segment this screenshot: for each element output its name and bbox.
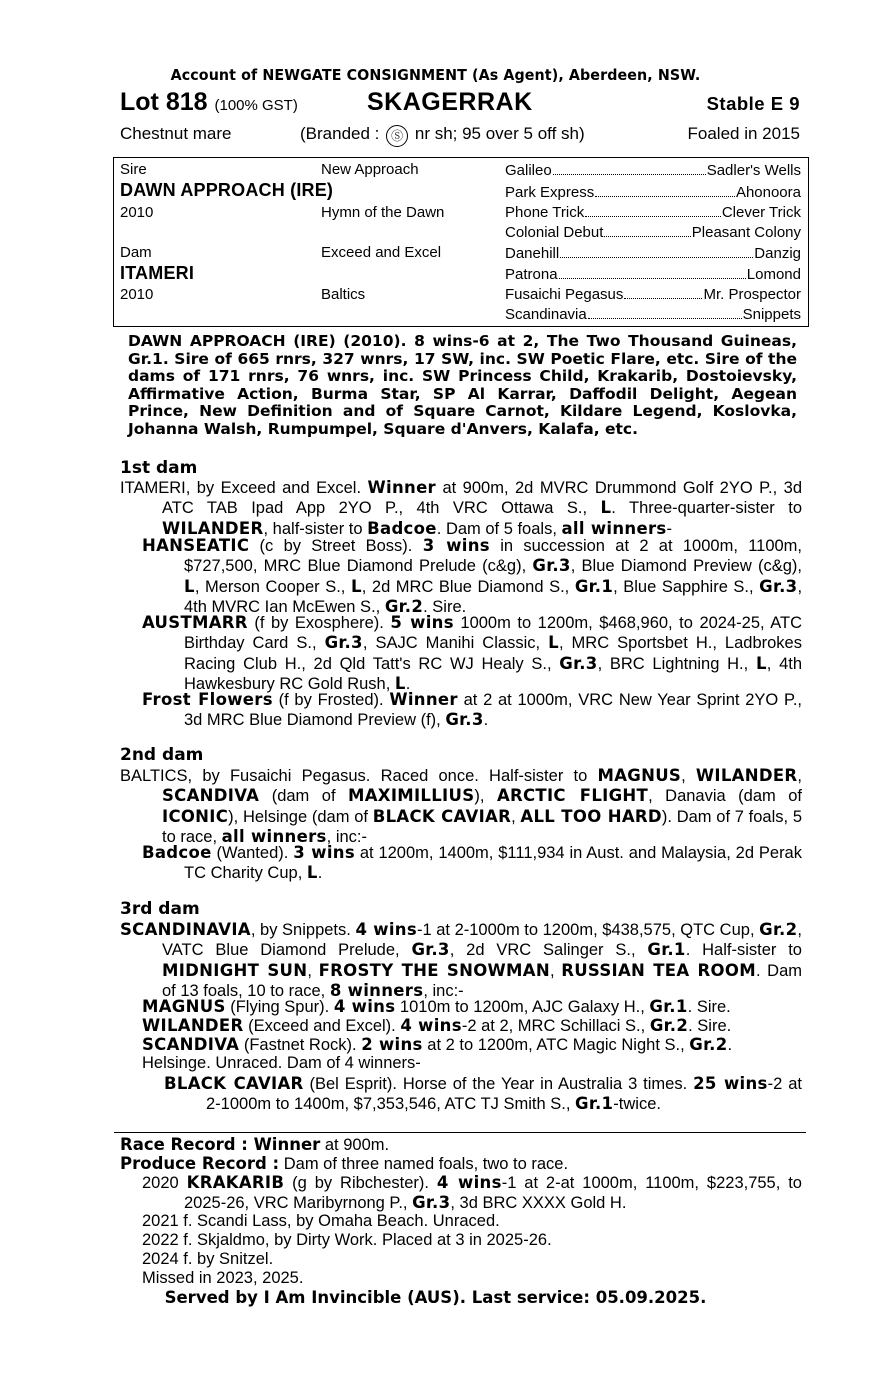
produce-entry: 2024 f. by Snitzel.: [142, 1250, 274, 1268]
grandparent-row: Scandinavia Snippets: [505, 306, 801, 323]
produce-entry: 2020 KRAKARIB (g by Ribchester). 4 wins-1 at 2-at 1000m, 1100m, $223,755, to 2025-26, VRC Maribyrnong P., Gr.3, 3d BRC XXXX Gold H.: [142, 1173, 802, 1213]
sire-sire: New Approach: [321, 161, 419, 178]
sire-summary: DAWN APPROACH (IRE) (2010). 8 wins-6 at 2, The Two Thousand Guineas, Gr.1. Sire of 665 rnrs, 327 wnrs, 17 SW, inc. SW Poetic Flare, etc. Sire of the dams of 171 rnrs, 76 wnrs, inc. SW Princess Child, Krakarib, Dostoievsky, Affirmative Action, Burma Star, SP Al Karrar, Daffodil Delight, Aegean Prince, New Definition and of Square Carnot, Kildare Legend, Koslovka, Johanna Walsh, Rumpumpel, Square d'Anvers, Kalafa, etc.: [128, 332, 797, 438]
produce-entry: Missed in 2023, 2025.: [142, 1269, 304, 1287]
lot-label: Lot 818: [120, 88, 208, 116]
grandparent-row: Danehill Danzig: [505, 245, 801, 262]
third-dam-heading: 3rd dam: [120, 899, 200, 919]
third-dam-entry: SCANDINAVIA, by Snippets. 4 wins-1 at 2-1000m to 1200m, $438,575, QTC Cup, Gr.2, VATC Blue Diamond Prelude, Gr.3, 2d VRC Salinger S., Gr.1. Half-sister to MIDNIGHT SUN, FROSTY THE SNOWMAN, RUSSIAN TEA ROOM. Dam of 13 foals, 10 to race, 8 winners, inc:-: [120, 920, 803, 1000]
vendor-account: Account of NEWGATE CONSIGNMENT (As Agent), Aberdeen, NSW.: [170, 66, 701, 84]
first-dam-entry: ITAMERI, by Exceed and Excel. Winner at 900m, 2d MVRC Drummond Golf 2YO P., 3d ATC TAB Ipad App 2YO P., 4th VRC Ottawa S., L. Three-quarter-sister to WILANDER, half-sister to Badcoe. Dam of 5 foals, all winners-: [120, 478, 802, 538]
dam-dam: Baltics: [321, 286, 366, 303]
produce-record: Produce Record : Dam of three named foals, two to race.: [120, 1154, 569, 1173]
progeny-entry: BLACK CAVIAR (Bel Esprit). Horse of the Year in Australia 3 times. 25 wins-2 at 2-1000m to 1400m, $7,353,546, ATC TJ Smith S., Gr.1-twice.: [164, 1074, 802, 1114]
served-note: Served by I Am Invincible (AUS). Last service: 05.09.2025.: [164, 1288, 707, 1307]
produce-entry: 2021 f. Scandi Lass, by Omaha Beach. Unraced.: [142, 1212, 500, 1230]
progeny-entry: AUSTMARR (f by Exosphere). 5 wins 1000m to 1200m, $468,960, to 2024-25, ATC Birthday Card S., Gr.3, SAJC Manihi Classic, L, MRC Sportsbet H., Ladbrokes Racing Club H., 2d Qld Tatt's RC WJ Healy S., Gr.3, BRC Lightning H., L, 4th Hawkesbury RC Gold Rush, L.: [142, 613, 803, 693]
progeny-entry: MAGNUS (Flying Spur). 4 wins 1010m to 1200m, AJC Galaxy H., Gr.1. Sire.: [142, 997, 731, 1016]
colour-sex: Chestnut mare: [120, 124, 232, 143]
section-divider: [114, 1132, 806, 1133]
first-dam-heading: 1st dam: [120, 458, 198, 478]
gst-note: (100% GST): [214, 97, 298, 114]
grandparent-row: Colonial Debut Pleasant Colony: [505, 224, 801, 241]
progeny-entry: Helsinge. Unraced. Dam of 4 winners-: [142, 1054, 421, 1072]
pedigree-table: [113, 157, 809, 327]
progeny-entry: HANSEATIC (c by Street Boss). 3 wins in succession at 2 at 1000m, 1100m, $727,500, MRC Blue Diamond Prelude (c&g), Gr.3, Blue Diamond Preview (c&g), L, Merson Cooper S., L, 2d MRC Blue Diamond S., Gr.1, Blue Sapphire S., Gr.3, 4th MVRC Ian McEwen S., Gr.2. Sire.: [142, 536, 803, 616]
grandparent-row: Fusaichi Pegasus Mr. Prospector: [505, 286, 801, 303]
dam-sire: Exceed and Excel: [321, 244, 442, 261]
grandparent-row: Phone Trick Clever Trick: [505, 204, 801, 221]
brand-icon: Ⓢ: [386, 125, 408, 147]
grandparent-row: Patrona Lomond: [505, 266, 801, 283]
sire-year: 2010: [120, 204, 154, 221]
dam-label: Dam: [120, 244, 152, 261]
brand-description: (Branded : Ⓢ nr sh; 95 over 5 off sh): [300, 124, 585, 147]
sire-dam: Hymn of the Dawn: [321, 204, 445, 221]
grandparent-row: Galileo Sadler's Wells: [505, 162, 801, 179]
progeny-entry: Badcoe (Wanted). 3 wins at 1200m, 1400m, $111,934 in Aust. and Malaysia, 2d Perak TC Charity Cup, L.: [142, 843, 802, 883]
race-record: Race Record : Winner at 900m.: [120, 1135, 390, 1154]
progeny-entry: Frost Flowers (f by Frosted). Winner at 2 at 1000m, VRC New Year Sprint 2YO P., 3d MRC Blue Diamond Preview (f), Gr.3.: [142, 690, 802, 730]
sire-name: DAWN APPROACH (IRE): [120, 180, 334, 200]
dam-year: 2010: [120, 286, 154, 303]
stable-location: Stable E 9: [706, 93, 800, 114]
second-dam-entry: BALTICS, by Fusaichi Pegasus. Raced once. Half-sister to MAGNUS, WILANDER, SCANDIVA (dam of MAXIMILLIUS), ARCTIC FLIGHT, Danavia (dam of ICONIC), Helsinge (dam of BLACK CAVIAR, ALL TOO HARD). Dam of 7 foals, 5 to race, all winners, inc:-: [120, 766, 803, 846]
progeny-entry: SCANDIVA (Fastnet Rock). 2 wins at 2 to 1200m, ATC Magic Night S., Gr.2.: [142, 1035, 733, 1054]
dam-name: ITAMERI: [120, 263, 195, 283]
grandparent-row: Park Express Ahonoora: [505, 184, 801, 201]
second-dam-heading: 2nd dam: [120, 745, 204, 765]
foaled-year: Foaled in 2015: [687, 124, 800, 143]
lot-number: [120, 88, 298, 117]
sire-label: Sire: [120, 161, 147, 178]
progeny-entry: WILANDER (Exceed and Excel). 4 wins-2 at 2, MRC Schillaci S., Gr.2. Sire.: [142, 1016, 732, 1035]
produce-entry: 2022 f. Skjaldmo, by Dirty Work. Placed at 3 in 2025-26.: [142, 1231, 552, 1249]
horse-name: SKAGERRAK: [367, 88, 533, 116]
